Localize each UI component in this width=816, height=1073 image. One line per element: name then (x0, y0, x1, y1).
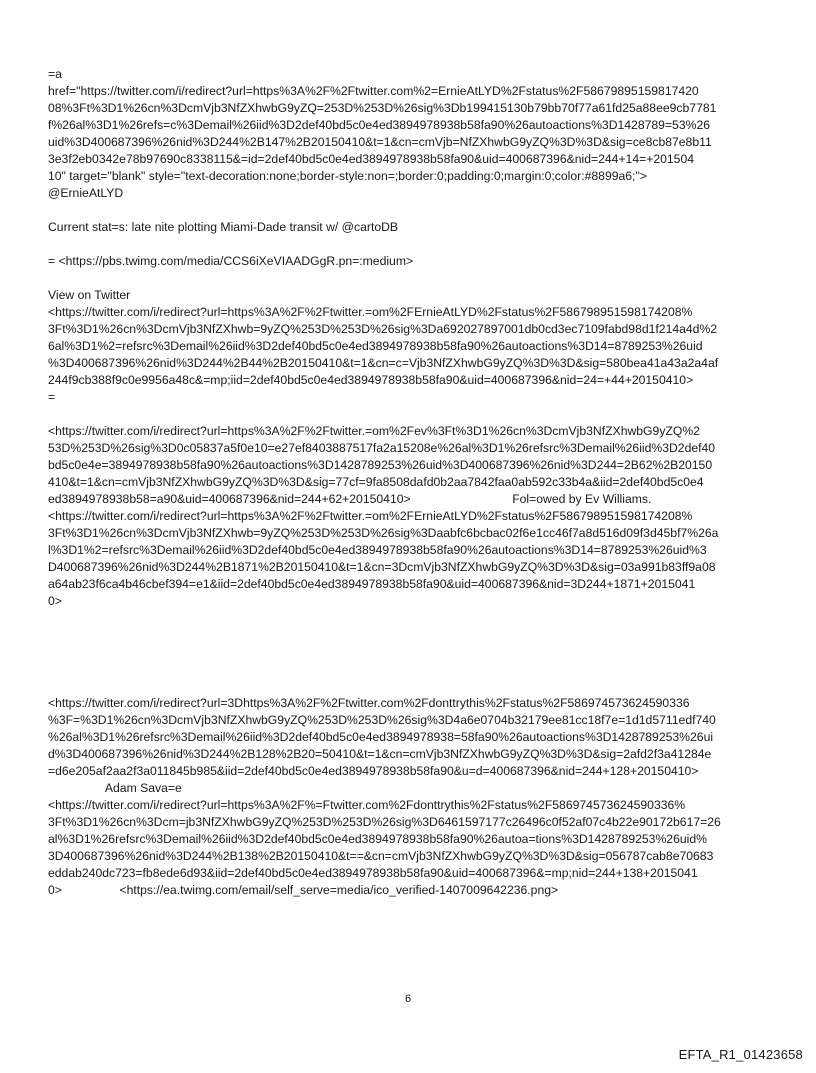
text-line: a64ab23f6ca4b46cbef394=e1&iid=2def40bd5c0e4ed3894978938b58fa90&uid=400687396&nid=3D244+1871+2015041 (48, 577, 696, 591)
text-line: %26al%3D1%26refsrc%3Demail%26iid%3D2def40bd5c0e4ed3894978938=58fa90%26autoactions%3D1428789253%26ui (48, 730, 714, 744)
text-line: 6al%3D1%2=refsrc%3Demail%26iid%3D2def40bd5c0e4ed3894978938b58fa90%26autoactions%3D14=8789253%26uid (48, 339, 703, 353)
paragraph (48, 219, 772, 236)
text-line: 3Ft%3D1%26cn%3DcmVjb3NfZXhwb=9yZQ%253D%253D%26sig%3Daabfc6bcbac02f6e1cc46f7a8d516d09f3d45bf7%26a (48, 526, 719, 540)
text-line: 53D%253D%26sig%3D0c05837a5f0e10=e27ef8403887517fa2a15208e%26al%3D1%26refsrc%3Demail%26iid%3D2def40 (48, 441, 716, 455)
text-line: al%3D1%26refsrc%3Demail%26iid%3D2def40bd5c0e4ed3894978938b58fa90%26autoa=tions%3D1428789253%26uid% (48, 832, 707, 846)
text-line: <https://twitter.com/i/redirect?url=https%3A%2F%=Ftwitter.com%2Fdonttrythis%2Fstatus%2F586974573624590336% (48, 798, 686, 812)
paragraph (48, 287, 772, 406)
text-line: ed3894978938b58=a90&uid=400687396&nid=244+62+20150410> Fol=owed by Ev Williams. (48, 492, 652, 506)
text-line: =a (48, 67, 62, 81)
text-line: View on Twitter (48, 288, 131, 302)
text-line: <https://twitter.com/i/redirect?url=3Dhttps%3A%2F%2Ftwitter.com%2Fdonttrythis%2Fstatus%2F586974573624590336 (48, 696, 690, 710)
text-line: 08%3Ft%3D1%26cn%3DcmVjb3NfZXhwbG9yZQ=253D%253D%26sig%3Db199415130b79bb70f77a61fd25a88ee9cb7781 (48, 101, 717, 115)
paragraph (48, 423, 772, 610)
text-line: f%26al%3D1%26refs=c%3Demail%26iid%3D2def40bd5c0e4ed3894978938b58fa90%26autoactions%3D1428789=53%26 (48, 118, 711, 132)
text-line: href="https://twitter.com/i/redirect?url=https%3A%2F%2Ftwitter.com%2=ErnieAtLYD%2Fstatus%2F58679895159817420 (48, 84, 699, 98)
document-body (48, 66, 772, 916)
text-line: %3D400687396%26nid%3D244%2B44%2B20150410&t=1&cn=c=Vjb3NfZXhwbG9yZQ%3D%3D&sig=580bea41a43a2a4af (48, 356, 719, 370)
paragraph (48, 253, 772, 270)
text-line: = <https://pbs.twimg.com/media/CCS6iXeVIAADGgR.pn=:medium> (48, 254, 414, 268)
text-line: 3Ft%3D1%26cn%3Dcm=jb3NfZXhwbG9yZQ%253D%253D%26sig%3D6461597177c26496c0f52af07c4b22e90172b617=26 (48, 815, 721, 829)
bates-number: EFTA_R1_01423658 (678, 1047, 803, 1062)
text-line: 410&t=1&cn=cmVjb3NfZXhwbG9yZQ%3D%3D&sig=77cf=9fa8508dafd0b2aa7842faa0ab592c33b4a&iid=2def40bd5c0e4 (48, 475, 704, 489)
text-line: uid%3D400687396%26nid%3D244%2B147%2B20150410&t=1&cn=cmVjb=NfZXhwbG9yZQ%3D%3D&sig=ce8cb87e8b11 (48, 135, 712, 149)
text-line: 10" target="blank" style="text-decoration:none;border-style:non=;border:0;padding:0;margin:0;color:#8899a6;"> (48, 169, 647, 183)
text-line: eddab240dc723=fb8ede6d93&iid=2def40bd5c0e4ed3894978938b58fa90&uid=400687396&=mp;nid=244+138+2015041 (48, 866, 698, 880)
text-line: 3Ft%3D1%26cn%3DcmVjb3NfZXhwb=9yZQ%253D%253D%26sig%3Da692027897001db0cd3ec7109fabd98d1f214a4d%2 (48, 322, 718, 336)
text-line: 3e3f2eb0342e78b97690c8338115&=id=2def40bd5c0e4ed3894978938b58fa90&uid=400687396&nid=244+14=+201504 (48, 152, 695, 166)
text-line: l%3D1%2=refsrc%3Demail%26iid%3D2def40bd5c0e4ed3894978938b58fa90%26autoactions%3D14=8789253%26uid%3 (48, 543, 707, 557)
text-line: <https://twitter.com/i/redirect?url=https%3A%2F%2Ftwitter.=om%2FErnieAtLYD%2Fstatus%2F586798951598174208% (48, 509, 693, 523)
blank-space (48, 627, 772, 695)
paragraph (48, 66, 772, 202)
page-number: 6 (404, 993, 412, 1005)
text-line: = (48, 390, 56, 404)
text-line: @ErnieAtLYD (48, 186, 124, 200)
text-line: D400687396%26nid%3D244%2B1871%2B20150410&t=1&cn=3DcmVjb3NfZXhwbG9yZQ%3D%3D&sig=03a991b83ff9a08 (48, 560, 716, 574)
text-line: Current stat=s: late nite plotting Miami-Dade transit w/ @cartoDB (48, 220, 399, 234)
text-line: <https://twitter.com/i/redirect?url=https%3A%2F%2Ftwitter.=om%2Fev%3Ft%3D1%26cn%3DcmVjb3NfZXhwbG9yZQ%2 (48, 424, 700, 438)
text-line: 3D400687396%26nid%3D244%2B138%2B20150410&t==&cn=cmVjb3NfZXhwbG9yZQ%3D%3D&sig=056787cab8e70683 (48, 849, 714, 863)
text-line: 0> <https://ea.twimg.com/email/self_serve=media/ico_verified-1407009642236.png> (48, 883, 559, 897)
text-line: <https://twitter.com/i/redirect?url=https%3A%2F%2Ftwitter.=om%2FErnieAtLYD%2Fstatus%2F586798951598174208% (48, 305, 693, 319)
text-line: Adam Sava=e (48, 781, 182, 795)
paragraph (48, 695, 772, 899)
text-line: 0> (48, 594, 62, 608)
text-line: =d6e205af2aa2f3a011845b985&iid=2def40bd5c0e4ed3894978938b58fa90&u=d=400687396&nid=244+128+20150410> (48, 764, 699, 778)
text-line: 244f9cb388f9c0e9956a48c&=mp;iid=2def40bd5c0e4ed3894978938b58fa90&uid=400687396&nid=24=+44+20150410> (48, 373, 694, 387)
text-line: d%3D400687396%26nid%3D244%2B128%2B20=50410&t=1&cn=cmVjb3NfZXhwbG9yZQ%3D%3D&sig=2afd2f3a41284e (48, 747, 712, 761)
text-line: %3F=%3D1%26cn%3DcmVjb3NfZXhwbG9yZQ%253D%253D%26sig%3D4a6e0704b32179ee81cc18f7e=1d1d5711edf740 (48, 713, 716, 727)
text-line: bd5c0e4e=3894978938b58fa90%26autoactions%3D1428789253%26uid%3D400687396%26nid%3D244=2B62%2B20150 (48, 458, 713, 472)
